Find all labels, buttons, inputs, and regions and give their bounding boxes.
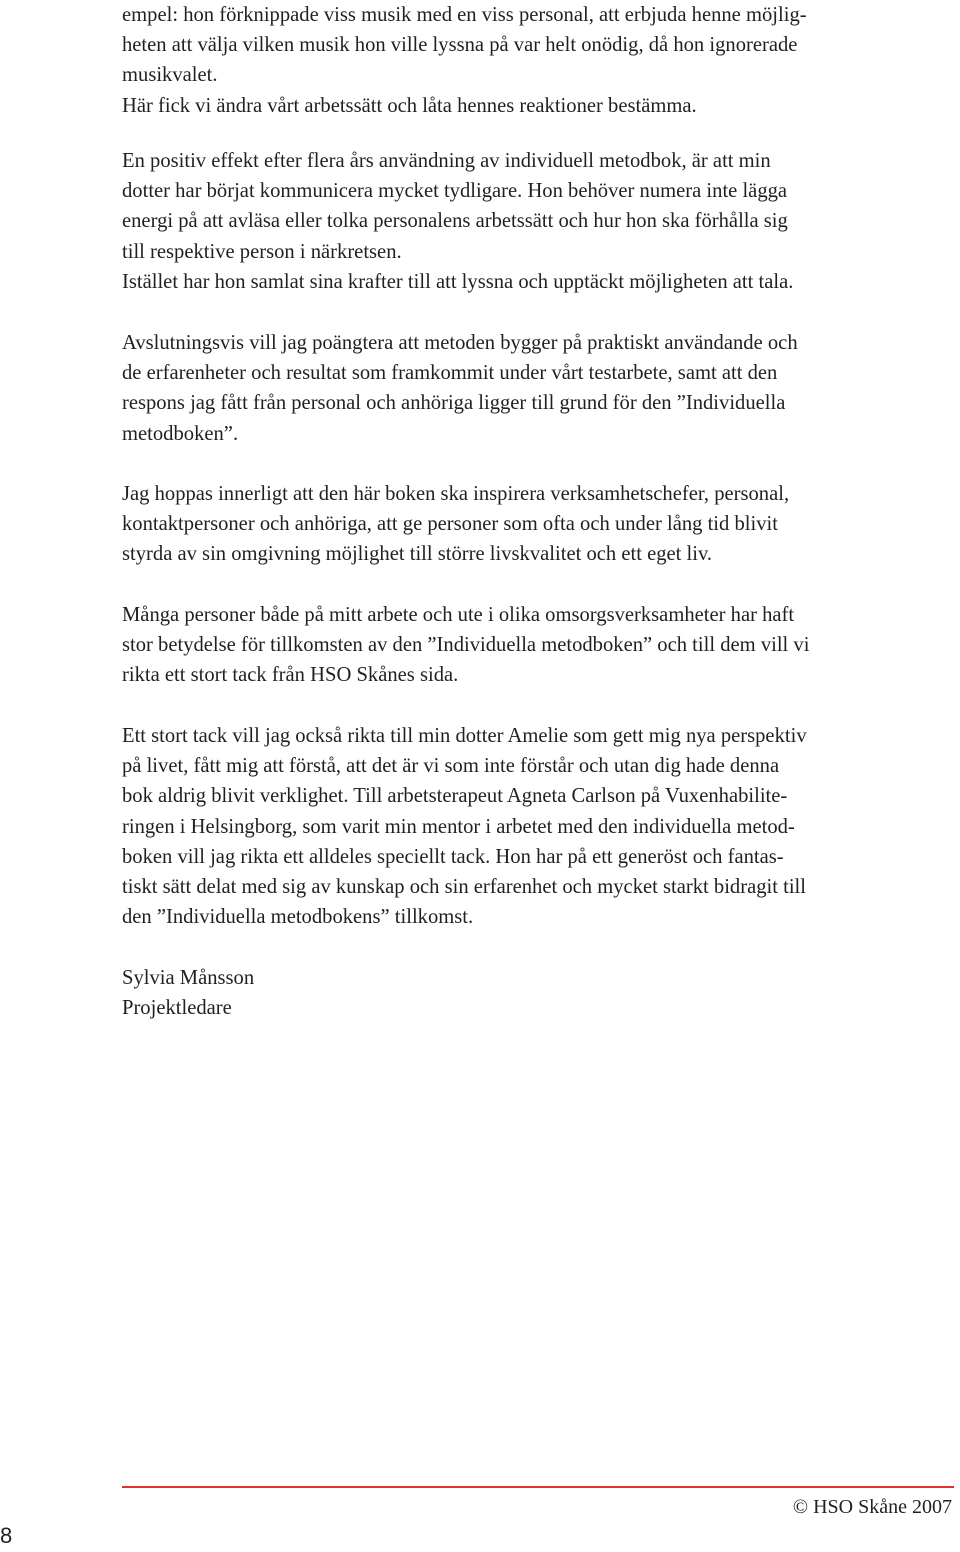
paragraph-4 [122, 479, 954, 570]
paragraph-line: energi på att avläsa eller tolka personalens arbetssätt och hur hon ska förhålla sig [122, 210, 788, 233]
paragraph-line: de erfarenheter och resultat som framkommit under vårt testarbete, samt att den [122, 362, 778, 385]
paragraph-line: Ett stort tack vill jag också rikta till min dotter Amelie som gett mig nya perspektiv [122, 725, 807, 747]
paragraph-line: respons jag fått från personal och anhöriga ligger till grund för den ”Individuella [122, 392, 786, 415]
signature-name: Sylvia Månsson [122, 967, 255, 989]
paragraph-line: dotter har börjat kommunicera mycket tydligare. Hon behöver numera inte lägga [122, 180, 788, 203]
signature-title: Projektledare [122, 997, 232, 1020]
page-number: 8 [0, 1523, 13, 1548]
paragraph-line: stor betydelse för tillkomsten av den ”Individuella metodboken” och till dem vill vi [122, 634, 810, 657]
paragraph-line: Avslutningsvis vill jag poängtera att metoden bygger på praktiskt användande och [122, 332, 798, 354]
paragraph-line: styrda av sin omgivning möjlighet till större livskvalitet och ett eget liv. [122, 543, 713, 566]
paragraph-line: empel: hon förknippade viss musik med en viss personal, att erbjuda henne möjlig- [122, 4, 807, 26]
paragraph-line: kontaktpersoner och anhöriga, att ge personer som ofta och under lång tid blivit [122, 513, 778, 536]
paragraph-line: tiskt sätt delat med sig av kunskap och sin erfarenhet och mycket starkt bidragit till [122, 876, 806, 899]
paragraph-line: Jag hoppas innerligt att den här boken ska inspirera verksamhetschefer, personal, [122, 483, 790, 505]
paragraph-line: ringen i Helsingborg, som varit min mentor i arbetet med den individuella metod- [122, 815, 795, 838]
paragraph-line: heten att välja vilken musik hon ville lyssna på var helt onödig, då hon ignorerade [122, 34, 798, 57]
paragraph-line: boken vill jag rikta ett alldeles speciellt tack. Hon har på ett generöst och fantas- [122, 845, 784, 868]
paragraph-3 [122, 328, 954, 449]
paragraph-line: rikta ett stort tack från HSO Skånes sida. [122, 664, 459, 687]
paragraph-line: En positiv effekt efter flera års användning av individuell metodbok, är att min [122, 150, 771, 172]
paragraph-line: metodboken”. [122, 422, 239, 445]
signature [122, 963, 954, 1023]
paragraph-2 [122, 146, 954, 297]
paragraph-line: Många personer både på mitt arbete och ute i olika omsorgsverksamheter har haft [122, 604, 795, 626]
paragraph-line: till respektive person i närkretsen. [122, 240, 402, 263]
paragraph-line: bok aldrig blivit verklighet. Till arbetsterapeut Agneta Carlson på Vuxenhabilite- [122, 785, 788, 808]
footer-rule [122, 1486, 954, 1488]
paragraph-line: Istället har hon samlat sina krafter till att lyssna och upptäckt möjligheten att tala. [122, 270, 794, 293]
paragraph-line: på livet, fått mig att förstå, att det är vi som inte förstår och utan dig hade denna [122, 755, 780, 778]
paragraph-line: den ”Individuella metodbokens” tillkomst. [122, 906, 474, 929]
copyright-notice: © HSO Skåne 2007 [792, 1496, 952, 1518]
paragraph-6 [122, 721, 954, 932]
paragraph-1 [122, 0, 954, 121]
paragraph-line: musikvalet. [122, 64, 218, 87]
paragraph-5 [122, 600, 954, 691]
paragraph-line: Här fick vi ändra vårt arbetssätt och låta hennes reaktioner bestämma. [122, 94, 697, 117]
